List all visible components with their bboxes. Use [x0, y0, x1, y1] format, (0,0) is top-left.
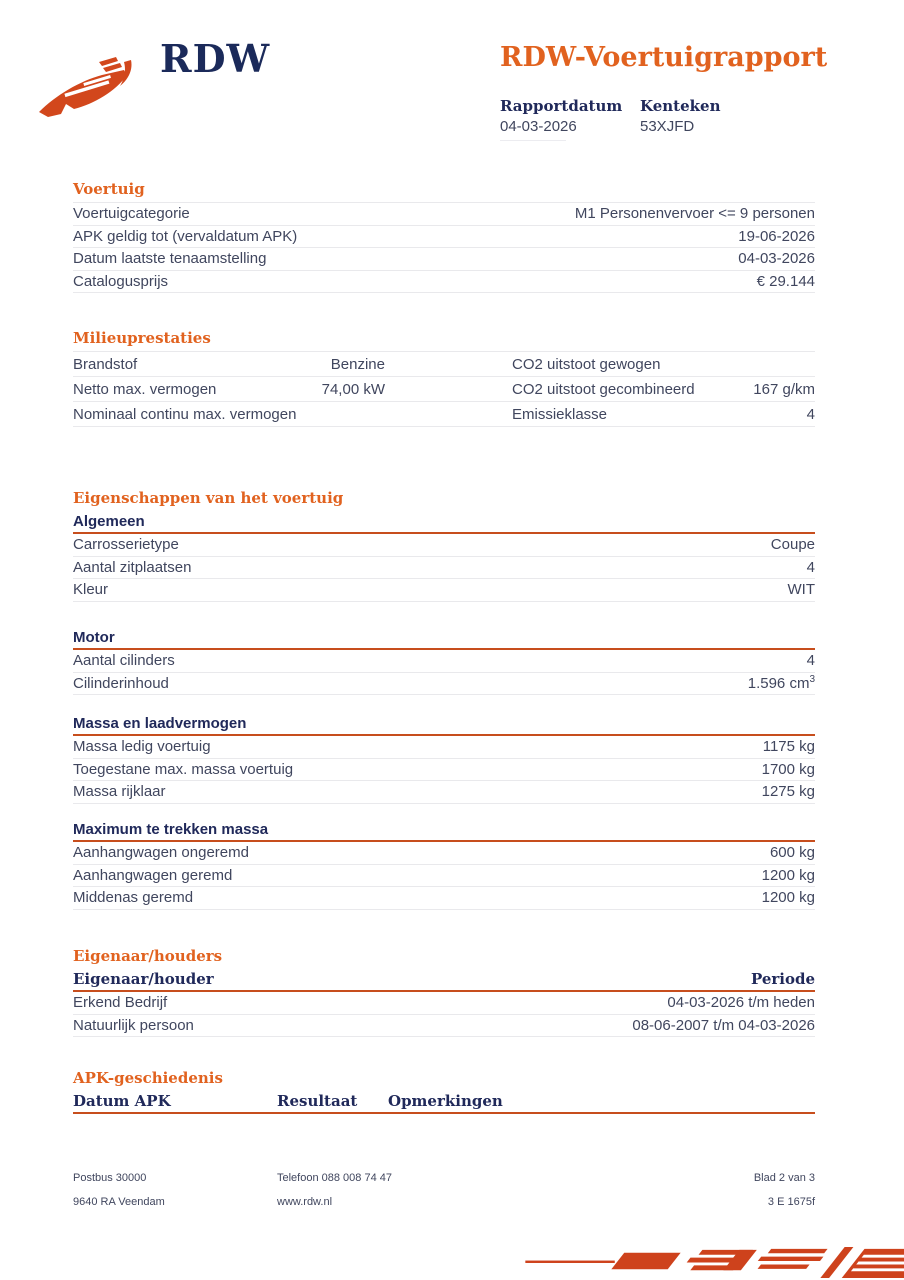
subsection-trekken-massa: [73, 821, 815, 910]
row-value: 167 g/km: [753, 380, 815, 398]
superscript: 3: [809, 674, 815, 686]
subsection-massa: [73, 715, 815, 804]
footer-page-info: Blad 2 van 3: [753, 1172, 815, 1184]
row-value: Coupe: [770, 536, 815, 554]
row-label: APK geldig tot (vervaldatum APK): [73, 227, 298, 245]
row-label: CO2 uitstoot gecombineerd: [512, 380, 695, 398]
table-row: [73, 402, 815, 427]
row-label: Nominaal continu max. vermogen: [73, 405, 297, 423]
row-value: 1.596 $cm^3$: [747, 674, 815, 693]
column-header-resultaat: Resultaat: [277, 1092, 358, 1110]
section-heading: APK-geschiedenis: [73, 1069, 223, 1087]
section-apk-geschiedenis: [73, 1070, 815, 1114]
row-value: WIT: [787, 581, 815, 599]
table-row: [73, 650, 815, 673]
section-heading: Eigenschappen van het voertuig: [73, 489, 344, 507]
footer-line-2: [73, 1196, 815, 1208]
row-label: Aanhangwagen geremd: [73, 866, 233, 884]
row-label: Aanhangwagen ongeremd: [73, 844, 249, 862]
row-label: Massa rijklaar: [73, 783, 166, 801]
subsection-heading: Massa en laadvermogen: [73, 715, 247, 732]
row-label: Aantal zitplaatsen: [73, 558, 192, 576]
row-value: 4: [806, 652, 815, 670]
table-row: [73, 557, 815, 580]
table-row: [73, 352, 815, 377]
owner-name: Erkend Bedrijf: [73, 994, 168, 1012]
footer-doc-code: 3 E 1675f: [767, 1196, 815, 1208]
table-row: [73, 377, 815, 402]
table-row: [73, 992, 815, 1015]
row-value: 74,00 kW: [321, 380, 385, 398]
subsection-heading: Maximum te trekken massa: [73, 821, 269, 838]
row-label: Brandstof: [73, 355, 138, 373]
row-label: Cilinderinhoud: [73, 674, 169, 692]
page-title: RDW-Voertuigrapport: [500, 42, 828, 73]
row-value: Benzine: [330, 355, 385, 373]
subsection-motor: [73, 629, 815, 695]
table-row: [73, 534, 815, 557]
column-header-owner: Eigenaar/houder: [73, 970, 214, 988]
footer-website: www.rdw.nl: [277, 1196, 333, 1208]
row-value: 1275 kg: [761, 783, 815, 801]
row-value: 1200 kg: [761, 866, 815, 884]
section-voertuig: [73, 181, 815, 293]
owner-name: Natuurlijk persoon: [73, 1016, 194, 1034]
report-meta-labels: [500, 97, 720, 115]
report-meta-values: [500, 118, 694, 135]
row-label: Emissieklasse: [512, 405, 608, 423]
row-value: [318, 406, 385, 423]
rdw-feather-logo: [36, 50, 146, 124]
section-eigenschappen: [73, 490, 815, 506]
footer-address-1: Postbus 30000: [73, 1172, 147, 1184]
column-header-period: Periode: [750, 970, 815, 988]
row-label: Catalogusprijs: [73, 272, 169, 290]
voertuig-rows: [73, 202, 815, 293]
section-heading: Milieuprestaties: [73, 329, 211, 347]
row-value: 4: [806, 405, 815, 423]
table-row: [73, 736, 815, 759]
footer-phone: Telefoon 088 008 74 47: [277, 1172, 392, 1184]
row-value: 600 kg: [769, 844, 815, 862]
row-value: 19-06-2026: [738, 227, 815, 245]
heading-rule: [73, 1112, 815, 1114]
row-value: 1175 kg: [762, 738, 815, 756]
row-label: CO2 uitstoot gewogen: [512, 355, 661, 373]
row-value: € 29.144: [756, 272, 815, 290]
owner-period: 08-06-2007 t/m 04-03-2026: [632, 1016, 815, 1034]
row-label: Datum laatste tenaamstelling: [73, 250, 267, 268]
kenteken-label: Kenteken: [640, 97, 721, 115]
section-heading: Eigenaar/houders: [73, 947, 223, 965]
table-row: [73, 271, 815, 294]
row-label: Kleur: [73, 581, 109, 599]
row-value: 1700 kg: [761, 760, 815, 778]
apk-table-header: [73, 1092, 815, 1110]
table-row: [73, 203, 815, 226]
table-row: [73, 781, 815, 804]
owner-period: 04-03-2026 t/m heden: [667, 994, 815, 1012]
rdw-speedlines-graphic: [520, 1245, 904, 1280]
section-heading: Voertuig: [73, 180, 145, 198]
section-milieuprestaties: [73, 330, 815, 427]
table-row: [73, 887, 815, 910]
table-row: [73, 865, 815, 888]
row-value: [742, 356, 815, 373]
table-row: [73, 248, 815, 271]
owner-table-header: [73, 970, 815, 988]
milieu-rows: [73, 351, 815, 427]
row-value: 4: [806, 558, 815, 576]
row-label: Netto max. vermogen: [73, 380, 217, 398]
subsection-algemeen: [73, 513, 815, 602]
row-label: Aantal cilinders: [73, 652, 175, 670]
section-eigenaar: [73, 948, 815, 1037]
subsection-heading: Motor: [73, 629, 115, 646]
table-row: [73, 842, 815, 865]
rdw-wordmark: RDW: [160, 36, 271, 81]
table-row: [73, 226, 815, 249]
row-value: 1200 kg: [761, 889, 815, 907]
row-label: Carrosserietype: [73, 536, 179, 554]
table-row: [73, 579, 815, 602]
report-date-value: 04-03-2026: [500, 118, 577, 135]
row-label: Middenas geremd: [73, 889, 194, 907]
report-date-label: Rapportdatum: [500, 97, 623, 115]
kenteken-value: 53XJFD: [640, 118, 695, 135]
table-row: [73, 1015, 815, 1038]
row-label: Voertuigcategorie: [73, 205, 190, 223]
footer-line-1: [73, 1172, 815, 1184]
row-value: 04-03-2026: [738, 250, 815, 268]
table-row: [73, 759, 815, 782]
table-row: [73, 673, 815, 696]
column-header-datum: Datum APK: [73, 1092, 171, 1110]
row-value: M1 Personenvervoer <= 9 personen: [574, 205, 815, 223]
subsection-heading: Algemeen: [73, 513, 145, 530]
row-label: Toegestane max. massa voertuig: [73, 760, 294, 778]
row-label: Massa ledig voertuig: [73, 738, 211, 756]
column-header-opmerkingen: Opmerkingen: [388, 1092, 503, 1110]
header-divider: [500, 140, 566, 141]
footer-address-2: 9640 RA Veendam: [73, 1196, 165, 1208]
